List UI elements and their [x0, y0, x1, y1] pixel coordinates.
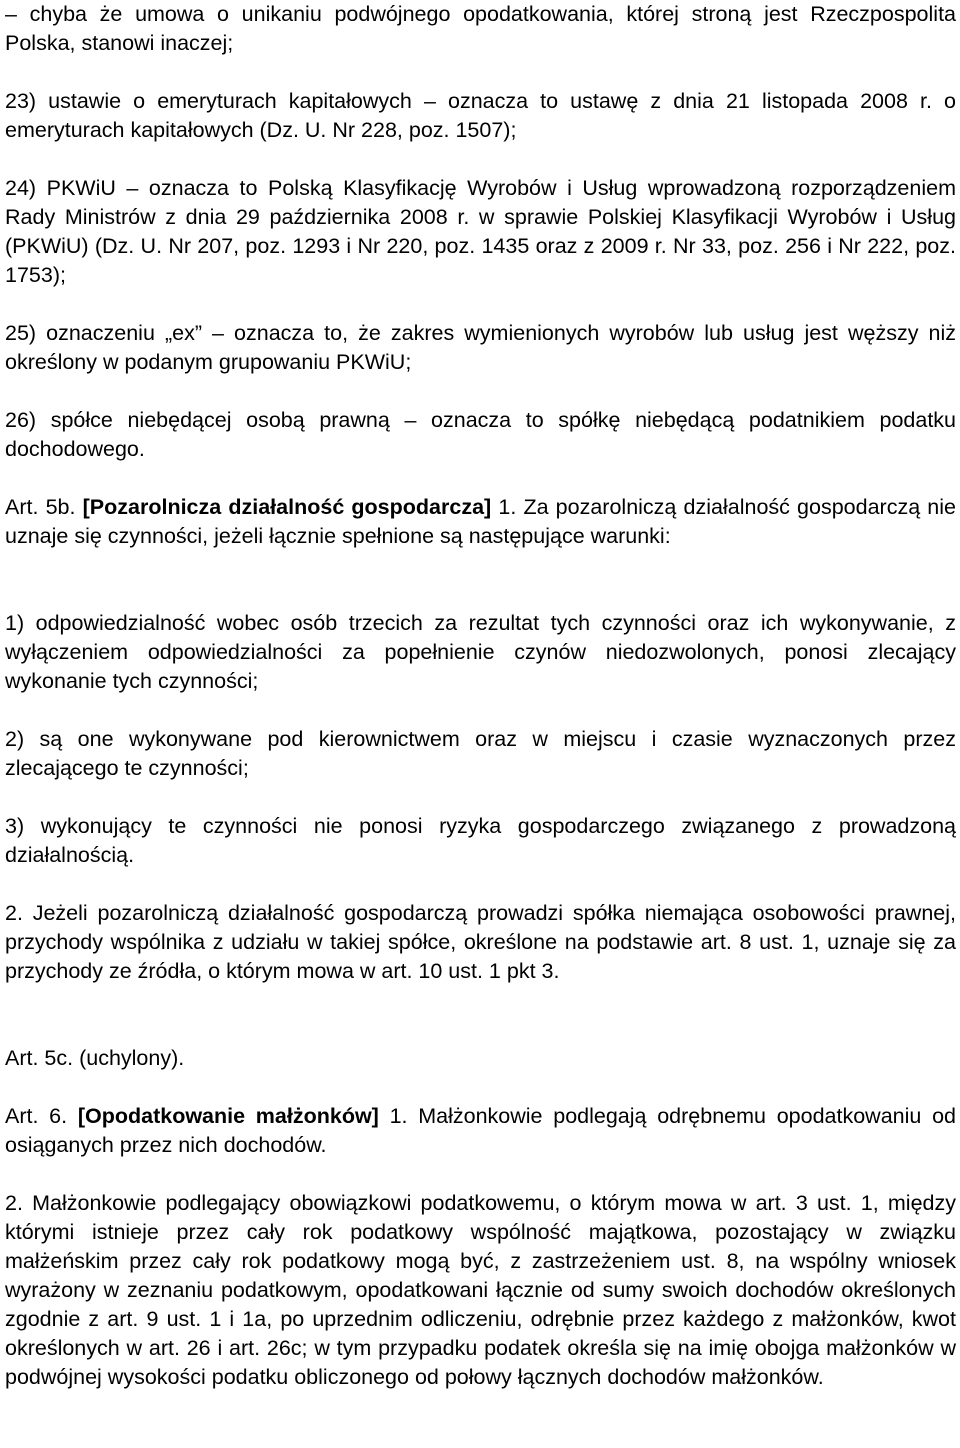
- paragraph-text: 2) są one wykonywane pod kierownictwem oraz w miejscu i czasie wyznaczonych przez zlecającego te czynności;: [5, 727, 956, 780]
- paragraph-text: – chyba że umowa o unikaniu podwójnego opodatkowania, której stroną jest Rzeczpospolita Polska, stanowi inaczej;: [5, 2, 956, 55]
- article-5b-section-2: [5, 899, 956, 986]
- paragraph-text: 23) ustawie o emeryturach kapitałowych – oznacza to ustawę z dnia 21 listopada 2008 r. o emeryturach kapitałowych (Dz. U. Nr 228, poz. 1507);: [5, 89, 956, 142]
- article-heading: [Opodatkowanie małżonków]: [77, 1104, 379, 1128]
- paragraph-22-continuation: [5, 0, 956, 58]
- article-5b: [5, 493, 956, 551]
- paragraph-text: 26) spółce niebędącej osobą prawną – oznacza to spółkę niebędącą podatnikiem podatku dochodowego.: [5, 408, 956, 461]
- article-heading: [Pozarolnicza działalność gospodarcza]: [82, 495, 492, 519]
- paragraph-text: 2. Małżonkowie podlegający obowiązkowi podatkowemu, o którym mowa w art. 3 ust. 1, między którymi istnieje przez cały rok podatkowy wspólność majątkowa, pozostający w związku małżeńskim przez cały rok podatkowy mogą być, z zastrzeżeniem ust. 8, na wspólny wniosek wyrażony w zeznaniu podatkowym, opodatkowani łącznie od sumy swoich dochodów określonych zgodnie z art. 9 ust. 1 i 1a, po uprzednim odliczeniu, odrębnie przez każdego z małżonków, kwot określonych w art. 26 i art. 26c; w tym przypadku podatek określa się na imię obojga małżonków w podwójnej wysokości podatku obliczonego od połowy łącznych dochodów małżonków.: [5, 1191, 956, 1389]
- paragraph-text: 3) wykonujący te czynności nie ponosi ryzyka gospodarczego związanego z prowadzoną działalnością.: [5, 814, 956, 867]
- article-5b-point-3: [5, 812, 956, 870]
- article-6: [5, 1102, 956, 1160]
- paragraph-text: Art. 5c. (uchylony).: [5, 1046, 185, 1070]
- paragraph-text: 1) odpowiedzialność wobec osób trzecich za rezultat tych czynności oraz ich wykonywanie, z wyłączeniem odpowiedzialności za popełnienie czynów niedozwolonych, ponosi zlecający wykonanie tych czynności;: [5, 611, 956, 693]
- paragraph-24: [5, 174, 956, 290]
- article-5b-point-1: [5, 609, 956, 696]
- article-5b-point-2: [5, 725, 956, 783]
- paragraph-26: [5, 406, 956, 464]
- article-body: 1. Za pozarolniczą działalność gospodarczą nie uznaje się czynności, jeżeli łącznie spełnione są następujące warunki:: [5, 495, 956, 548]
- article-body: 1. Małżonkowie podlegają odrębnemu opodatkowaniu od osiąganych przez nich dochodów.: [5, 1104, 956, 1157]
- article-number: Art. 6.: [5, 1104, 68, 1128]
- paragraph-25: [5, 319, 956, 377]
- document-page: [5, 0, 956, 1448]
- paragraph-text: 2. Jeżeli pozarolniczą działalność gospodarczą prowadzi spółka niemająca osobowości prawnej, przychody wspólnika z udziału w takiej spółce, określone na podstawie art. 8 ust. 1, uznaje się za przychody ze źródła, o którym mowa w art. 10 ust. 1 pkt 3.: [5, 901, 956, 983]
- article-5b-text: [5, 493, 956, 551]
- paragraph-text: 24) PKWiU – oznacza to Polską Klasyfikację Wyrobów i Usług wprowadzoną rozporządzeniem Rady Ministrów z dnia 29 października 2008 r. w sprawie Polskiej Klasyfikacji Wyrobów i Usług (PKWiU) (Dz. U. Nr 207, poz. 1293 i Nr 220, poz. 1435 oraz z 2009 r. Nr 33, poz. 256 i Nr 222, poz. 1753);: [5, 176, 956, 287]
- paragraph-23: [5, 87, 956, 145]
- article-6-text: [5, 1102, 956, 1160]
- article-number: Art. 5b.: [5, 495, 76, 519]
- article-6-section-2: [5, 1189, 956, 1392]
- article-5c: [5, 1044, 956, 1073]
- paragraph-text: 25) oznaczeniu „ex” – oznacza to, że zakres wymienionych wyrobów lub usług jest węższy niż określony w podanym grupowaniu PKWiU;: [5, 321, 956, 374]
